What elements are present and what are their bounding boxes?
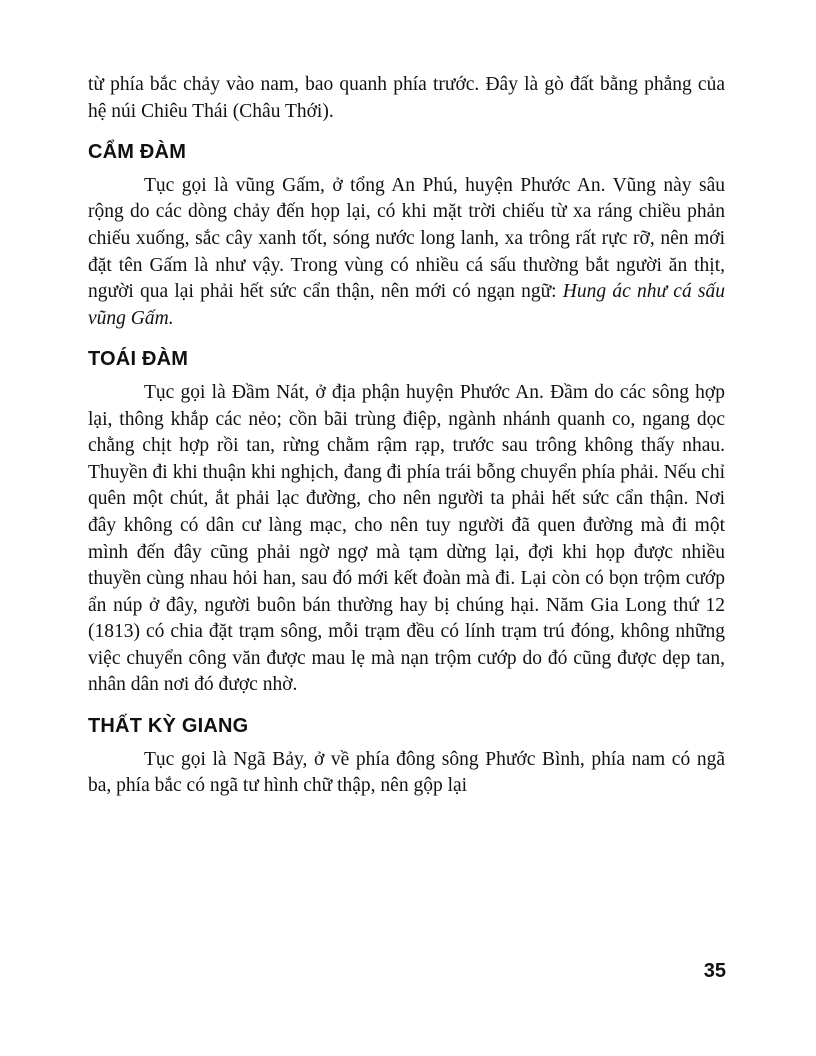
section-heading-toai-dam: TOÁI ĐÀM <box>88 348 189 371</box>
intro-paragraph: từ phía bắc chảy vào nam, bao quanh phía trước. Đây là gò đất bằng phẳng của hệ núi Chiêu Thái (Châu Thới). <box>88 74 725 122</box>
page-number: 35 <box>703 960 726 982</box>
section-body-that-ky-giang: Tục gọi là Ngã Bảy, ở về phía đông sông Phước Bình, phía nam có ngã ba, phía bắc có ngã tư hình chữ thập, nên gộp lại <box>88 748 725 797</box>
section-heading-that-ky-giang: THẤT KỲ GIANG <box>88 715 249 738</box>
document-page <box>88 72 725 800</box>
section-body-toai-dam: Tục gọi là Đầm Nát, ở địa phận huyện Phước An. Đầm do các sông hợp lại, thông khắp các nẻo; cồn bãi trùng điệp, ngành nhánh quanh co, ngang dọc chằng chịt hợp rồi tan, rừng chằm rậm rạp, trước sau trông không thấy nhau. Thuyền đi khi thuận khi nghịch, đang đi phía trái bỗng chuyển phía phải. Nếu chỉ quên một chút, ắt phải lạc đường, cho nên người ta phải hết sức cẩn thận. Nơi đây không có dân cư làng mạc, cho nên tuy người đã quen đường mà đi một mình đến đây cũng phải ngờ ngợ mà tạm dừng lại, đợi khi họp được nhiều thuyền cùng nhau hỏi han, sau đó mới kết đoàn mà đi. Lại còn có bọn trộm cướp ẩn núp ở đây, người buôn bán thường hay bị chúng hại. Năm Gia Long thứ 12 (1813) có chia đặt trạm sông, mỗi trạm đều có lính trạm trú đóng, không những việc chuyển công văn được mau lẹ mà nạn trộm cướp do đó cũng được dẹp tan, nhân dân nơi đó được nhờ. <box>88 381 725 696</box>
section-body-cam-dam <box>88 173 725 333</box>
section-body-cam-dam-text: Tục gọi là vũng Gấm, ở tổng An Phú, huyện Phước An. Vũng này sâu rộng do các dòng chảy đến họp lại, có khi mặt trời chiếu từ xa ráng chiều phản chiếu xuống, sắc cây xanh tốt, sóng nước long lanh, xa trông rất rực rỡ, nên mới đặt tên Gấm là như vậy. Trong vùng có nhiều cá sấu thường bắt người ăn thịt, người qua lại phải hết sức cẩn thận, nên mới có ngạn ngữ: <box>88 174 725 303</box>
proverb-quote: Hung ác như cá sấu vũng Gấm. <box>88 281 725 329</box>
section-heading-cam-dam: CẨM ĐÀM <box>88 141 187 164</box>
